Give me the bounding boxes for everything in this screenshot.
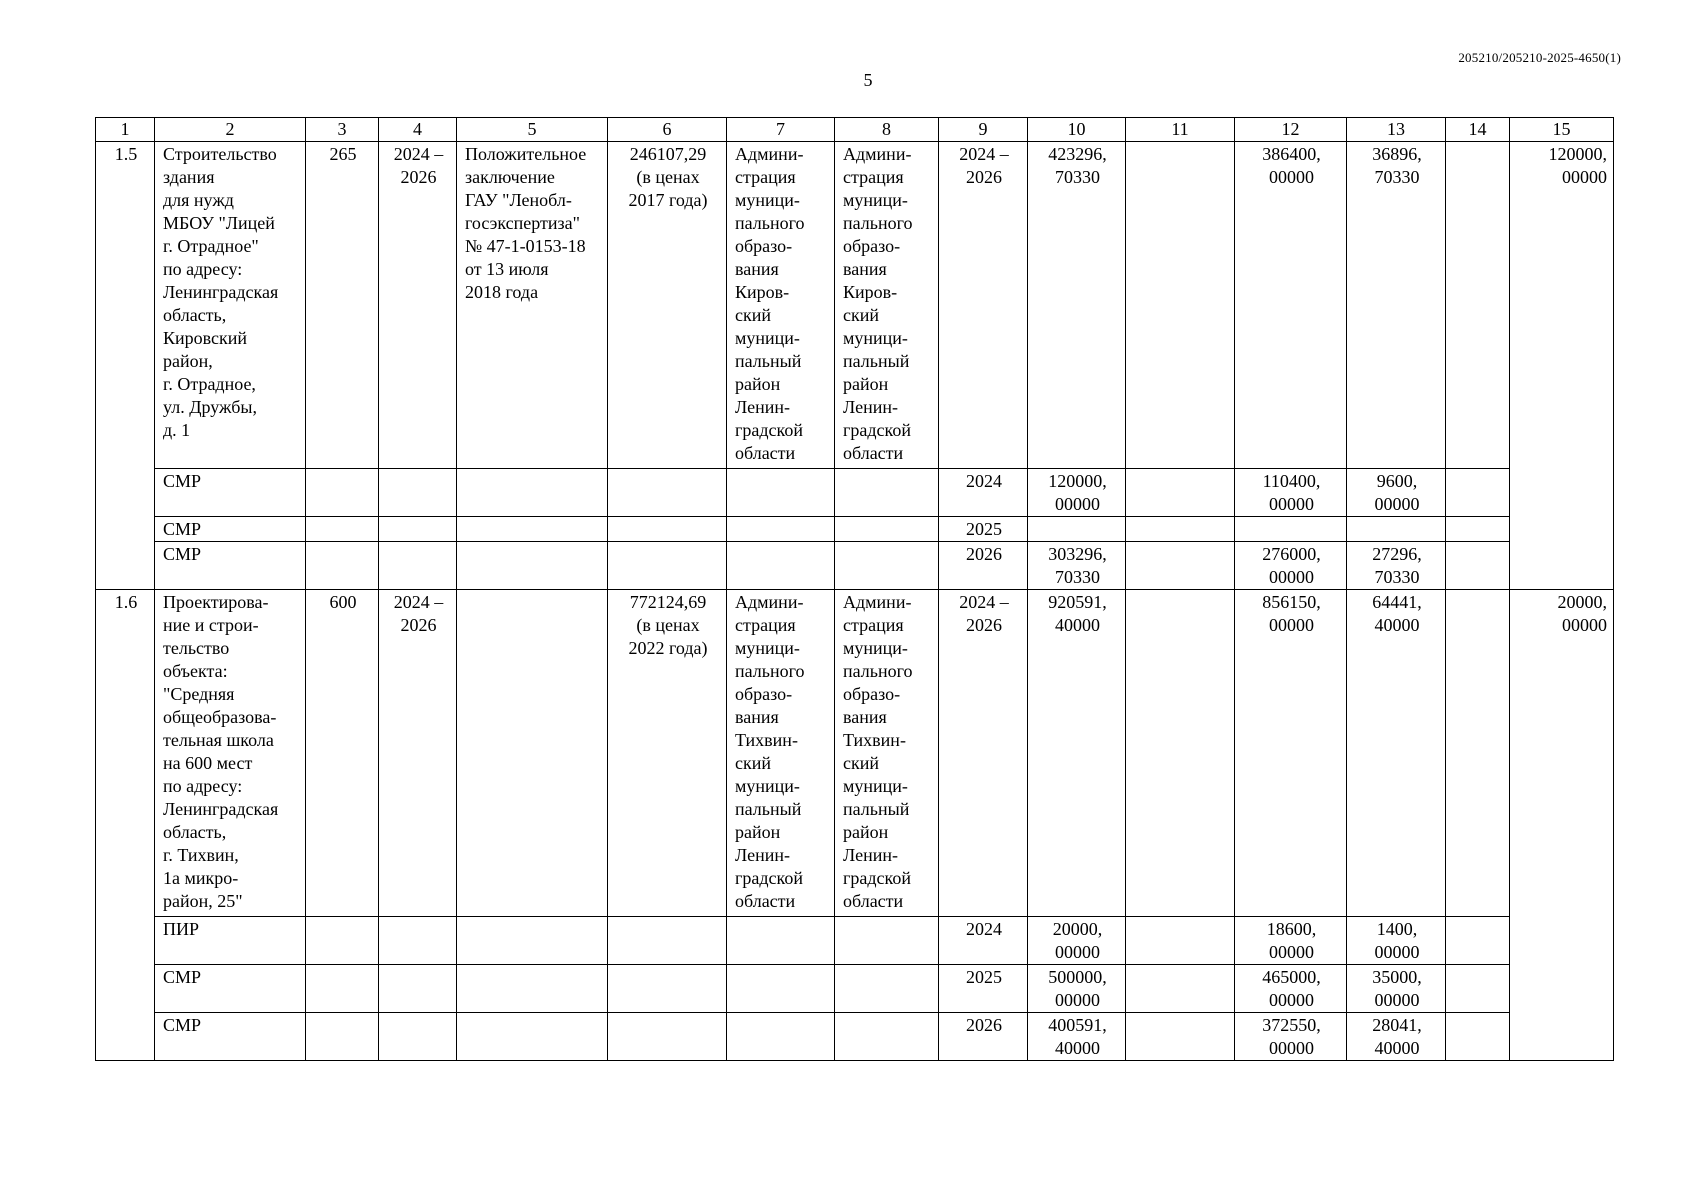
object-name: Строительство здания для нужд МБОУ "Лицей г. Отрадное" по адресу: Ленинградская область, Кировский район, г. Отрадное, ул. Дружбы, д. 1 [155,142,306,469]
total-amount: 400591, 40000 [1028,1013,1126,1061]
capacity: 600 [306,590,379,917]
table-row [96,590,1614,917]
table-row [96,1013,1614,1061]
local-amount: 36896, 70330 [1347,142,1446,469]
expertise: Положительное заключение ГАУ "Ленобл- госэкспертиза" № 47-1-0153-18 от 13 июля 2018 года [457,142,608,469]
local-amount: 35000, 00000 [1347,965,1446,1013]
table-row [96,469,1614,517]
customer: Админи- страция муници- пального образо- вания Киров- ский муници- пальный район Ленин- градской области [727,142,835,469]
federal-amount [1126,142,1235,469]
page-number: 5 [863,70,873,90]
period: 2024 – 2026 [379,142,457,469]
work-type: СМР [155,1013,306,1061]
total-amount: 423296, 70330 [1028,142,1126,469]
year: 2025 [939,965,1028,1013]
column-number: 10 [1028,118,1126,142]
other-amount [1446,142,1510,469]
total-amount: 120000, 00000 [1028,469,1126,517]
column-numbers-row [96,118,1614,142]
local-amount: 1400, 00000 [1347,917,1446,965]
work-type: СМР [155,469,306,517]
column-number: 12 [1235,118,1347,142]
expertise [457,590,608,917]
years: 2024 – 2026 [939,590,1028,917]
program-table [95,117,1614,1061]
column-number: 13 [1347,118,1446,142]
total-amount: 20000, 00000 [1028,917,1126,965]
column-number: 3 [306,118,379,142]
column-number: 15 [1510,118,1614,142]
column-number: 5 [457,118,608,142]
table-row [96,917,1614,965]
row-number: 1.5 [96,142,155,590]
column-15-amount: 20000, 00000 [1510,590,1614,1061]
table-row [96,517,1614,542]
total-amount: 920591, 40000 [1028,590,1126,917]
local-amount: 9600, 00000 [1347,469,1446,517]
period: 2024 – 2026 [379,590,457,917]
other-amount [1446,590,1510,917]
regional-amount: 276000, 00000 [1235,542,1347,590]
column-number: 9 [939,118,1028,142]
local-amount [1347,517,1446,542]
year: 2024 [939,917,1028,965]
local-amount: 64441, 40000 [1347,590,1446,917]
recipient: Админи- страция муници- пального образо- вания Тихвин- ский муници- пальный район Ленин- градской области [835,590,939,917]
column-number: 2 [155,118,306,142]
local-amount: 28041, 40000 [1347,1013,1446,1061]
document-id: 205210/205210-2025-4650(1) [1458,50,1621,65]
table-row [96,542,1614,590]
work-type: ПИР [155,917,306,965]
total-amount: 500000, 00000 [1028,965,1126,1013]
row-number: 1.6 [96,590,155,1061]
local-amount: 27296, 70330 [1347,542,1446,590]
regional-amount: 372550, 00000 [1235,1013,1347,1061]
total-amount: 303296, 70330 [1028,542,1126,590]
regional-amount: 386400, 00000 [1235,142,1347,469]
regional-amount: 856150, 00000 [1235,590,1347,917]
column-number: 11 [1126,118,1235,142]
work-type: СМР [155,542,306,590]
customer: Админи- страция муници- пального образо- вания Тихвин- ский муници- пальный район Ленин- градской области [727,590,835,917]
year: 2024 [939,469,1028,517]
regional-amount: 465000, 00000 [1235,965,1347,1013]
column-15-amount: 120000, 00000 [1510,142,1614,590]
regional-amount: 18600, 00000 [1235,917,1347,965]
regional-amount [1235,517,1347,542]
column-number: 4 [379,118,457,142]
work-type: СМР [155,517,306,542]
recipient: Админи- страция муници- пального образо- вания Киров- ский муници- пальный район Ленин- градской области [835,142,939,469]
capacity: 265 [306,142,379,469]
column-number: 14 [1446,118,1510,142]
year: 2025 [939,517,1028,542]
regional-amount: 110400, 00000 [1235,469,1347,517]
object-name: Проектирова- ние и строи- тельство объекта: "Средняя общеобразова- тельная школа на 600 мест по адресу: Ленинградская область, г. Тихвин, 1а микро- район, 25" [155,590,306,917]
year: 2026 [939,1013,1028,1061]
estimated-cost: 772124,69 (в ценах 2022 года) [608,590,727,917]
year: 2026 [939,542,1028,590]
column-number: 6 [608,118,727,142]
column-number: 8 [835,118,939,142]
estimated-cost: 246107,29 (в ценах 2017 года) [608,142,727,469]
table-row [96,142,1614,469]
column-number: 7 [727,118,835,142]
column-number: 1 [96,118,155,142]
years: 2024 – 2026 [939,142,1028,469]
table-row [96,965,1614,1013]
total-amount [1028,517,1126,542]
federal-amount [1126,590,1235,917]
work-type: СМР [155,965,306,1013]
